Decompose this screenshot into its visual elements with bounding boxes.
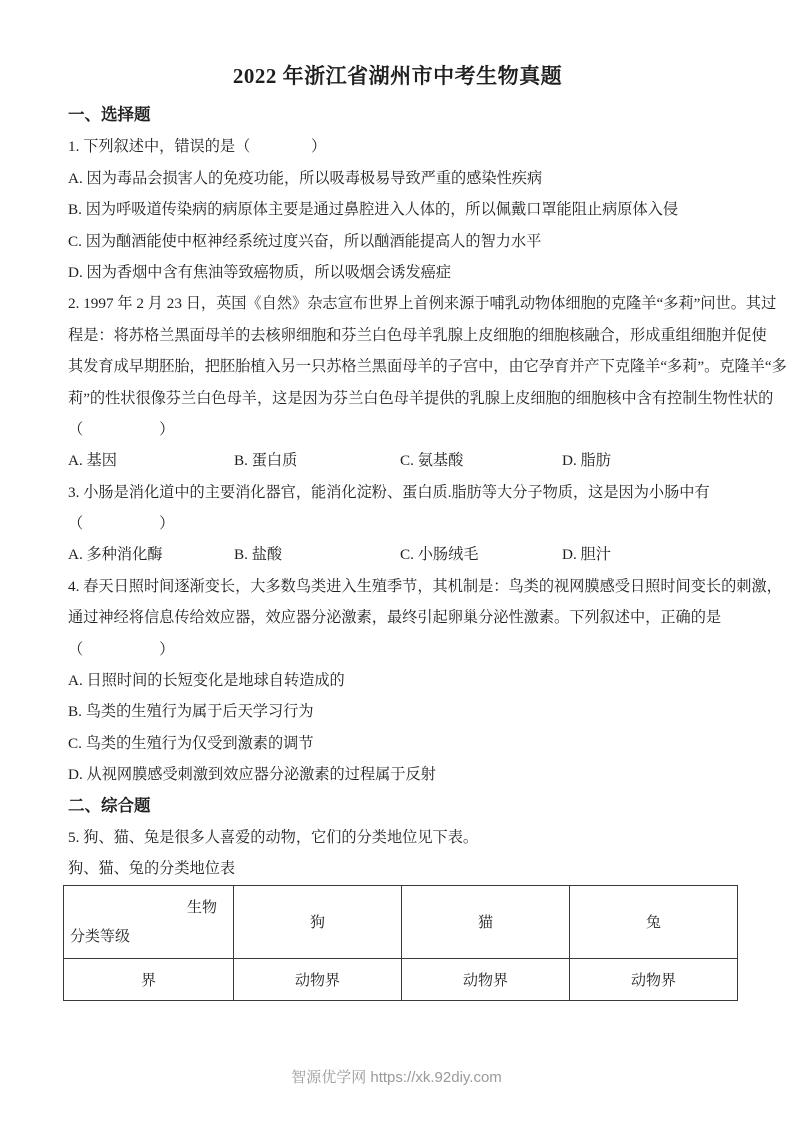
question-2-option-b: B. 蛋白质 (234, 452, 298, 470)
question-4-option-c: C. 鸟类的生殖行为仅受到激素的调节 (68, 734, 314, 752)
table-header-row (64, 885, 738, 958)
question-4-option-d: D. 从视网膜感受刺激到效应器分泌激素的过程属于反射 (68, 766, 436, 784)
question-2-option-a: A. 基因 (68, 452, 117, 470)
question-2-line-1: 2. 1997 年 2 月 23 日，英国《自然》杂志宣布世界上首例来源于哺乳动物体细胞的克隆羊“多莉”问世。其过 (68, 295, 777, 313)
question-4-line-1: 4. 春天日照时间逐渐变长，大多数鸟类进入生殖季节，其机制是：鸟类的视网膜感受日照时间变长的刺激， (68, 577, 782, 595)
section-heading-multiple-choice: 一、选择题 (68, 106, 151, 124)
question-2-option-d: D. 脂肪 (562, 452, 611, 470)
question-2-options-row (68, 445, 743, 476)
question-2-line-3: 其发育成早期胚胎，把胚胎植入另一只苏格兰黑面母羊的子宫中，由它孕育并产下克隆羊“多莉”。克隆羊“多 (68, 358, 787, 376)
question-4-option-a: A. 日照时间的长短变化是地球自转造成的 (68, 672, 345, 690)
question-4-answer-bracket: （ ） (68, 640, 175, 658)
column-header-dog: 狗 (234, 885, 402, 958)
question-3-stem: 3. 小肠是消化道中的主要消化器官，能消化淀粉、蛋白质.脂肪等大分子物质，这是因为小肠中有 (68, 483, 710, 501)
table-row-kingdom (64, 958, 738, 1000)
corner-cell-layout (64, 887, 233, 957)
question-1-option-c: C. 因为酗酒能使中枢神经系统过度兴奋，所以酗酒能提高人的智力水平 (68, 232, 542, 250)
question-3-option-d: D. 胆汁 (562, 546, 611, 564)
question-1-option-d: D. 因为香烟中含有焦油等致癌物质，所以吸烟会诱发癌症 (68, 263, 452, 281)
question-5-intro: 5. 狗、猫、兔是很多人喜爱的动物，它们的分类地位见下表。 (68, 828, 479, 846)
corner-label-rank: 分类等级 (70, 928, 131, 945)
question-3-option-c: C. 小肠绒毛 (400, 546, 479, 564)
question-4-line-2: 通过神经将信息传给效应器，效应器分泌激素，最终引起卵巢分泌性激素。下列叙述中，正确的是 (68, 609, 722, 627)
row-header-kingdom: 界 (64, 958, 234, 1000)
section-heading-comprehensive: 二、综合题 (68, 796, 151, 815)
question-2-line-4: 莉”的性状很像芬兰白色母羊，这是因为芬兰白色母羊提供的乳腺上皮细胞的细胞核中含有控制生物性状的 (68, 389, 774, 407)
cell-rabbit-kingdom: 动物界 (570, 958, 738, 1000)
table-caption: 狗、猫、兔的分类地位表 (68, 860, 236, 878)
column-header-cat: 猫 (402, 885, 570, 958)
column-header-rabbit: 兔 (570, 885, 738, 958)
question-4-option-b: B. 鸟类的生殖行为属于后天学习行为 (68, 703, 314, 721)
table-corner-cell (64, 885, 234, 958)
corner-label-organism: 生物 (186, 899, 217, 916)
question-1-option-b: B. 因为呼吸道传染病的病原体主要是通过鼻腔进入人体的，所以佩戴口罩能阻止病原体入侵 (68, 201, 679, 219)
cell-cat-kingdom: 动物界 (402, 958, 570, 1000)
question-3-answer-bracket: （ ） (68, 515, 175, 533)
question-2-answer-bracket: （ ） (68, 420, 175, 438)
cell-dog-kingdom: 动物界 (234, 958, 402, 1000)
question-1-stem: 1. 下列叙述中，错误的是（ ） (68, 138, 327, 156)
page-title: 2022 年浙江省湖州市中考生物真题 (232, 64, 563, 88)
question-3-options-row (68, 539, 743, 570)
question-3-option-b: B. 盐酸 (234, 546, 283, 564)
question-3-option-a: A. 多种消化酶 (68, 546, 163, 564)
classification-table (63, 885, 738, 1001)
question-2-line-2: 程是：将苏格兰黑面母羊的去核卵细胞和芬兰白色母羊乳腺上皮细胞的细胞核融合，形成重组细胞并促使 (68, 326, 767, 344)
question-1-option-a: A. 因为毒品会损害人的免疫功能，所以吸毒极易导致严重的感染性疾病 (68, 169, 543, 187)
watermark-footer: 智源优学网 https://xk.92diy.com (291, 1069, 502, 1086)
question-2-option-c: C. 氨基酸 (400, 452, 464, 470)
